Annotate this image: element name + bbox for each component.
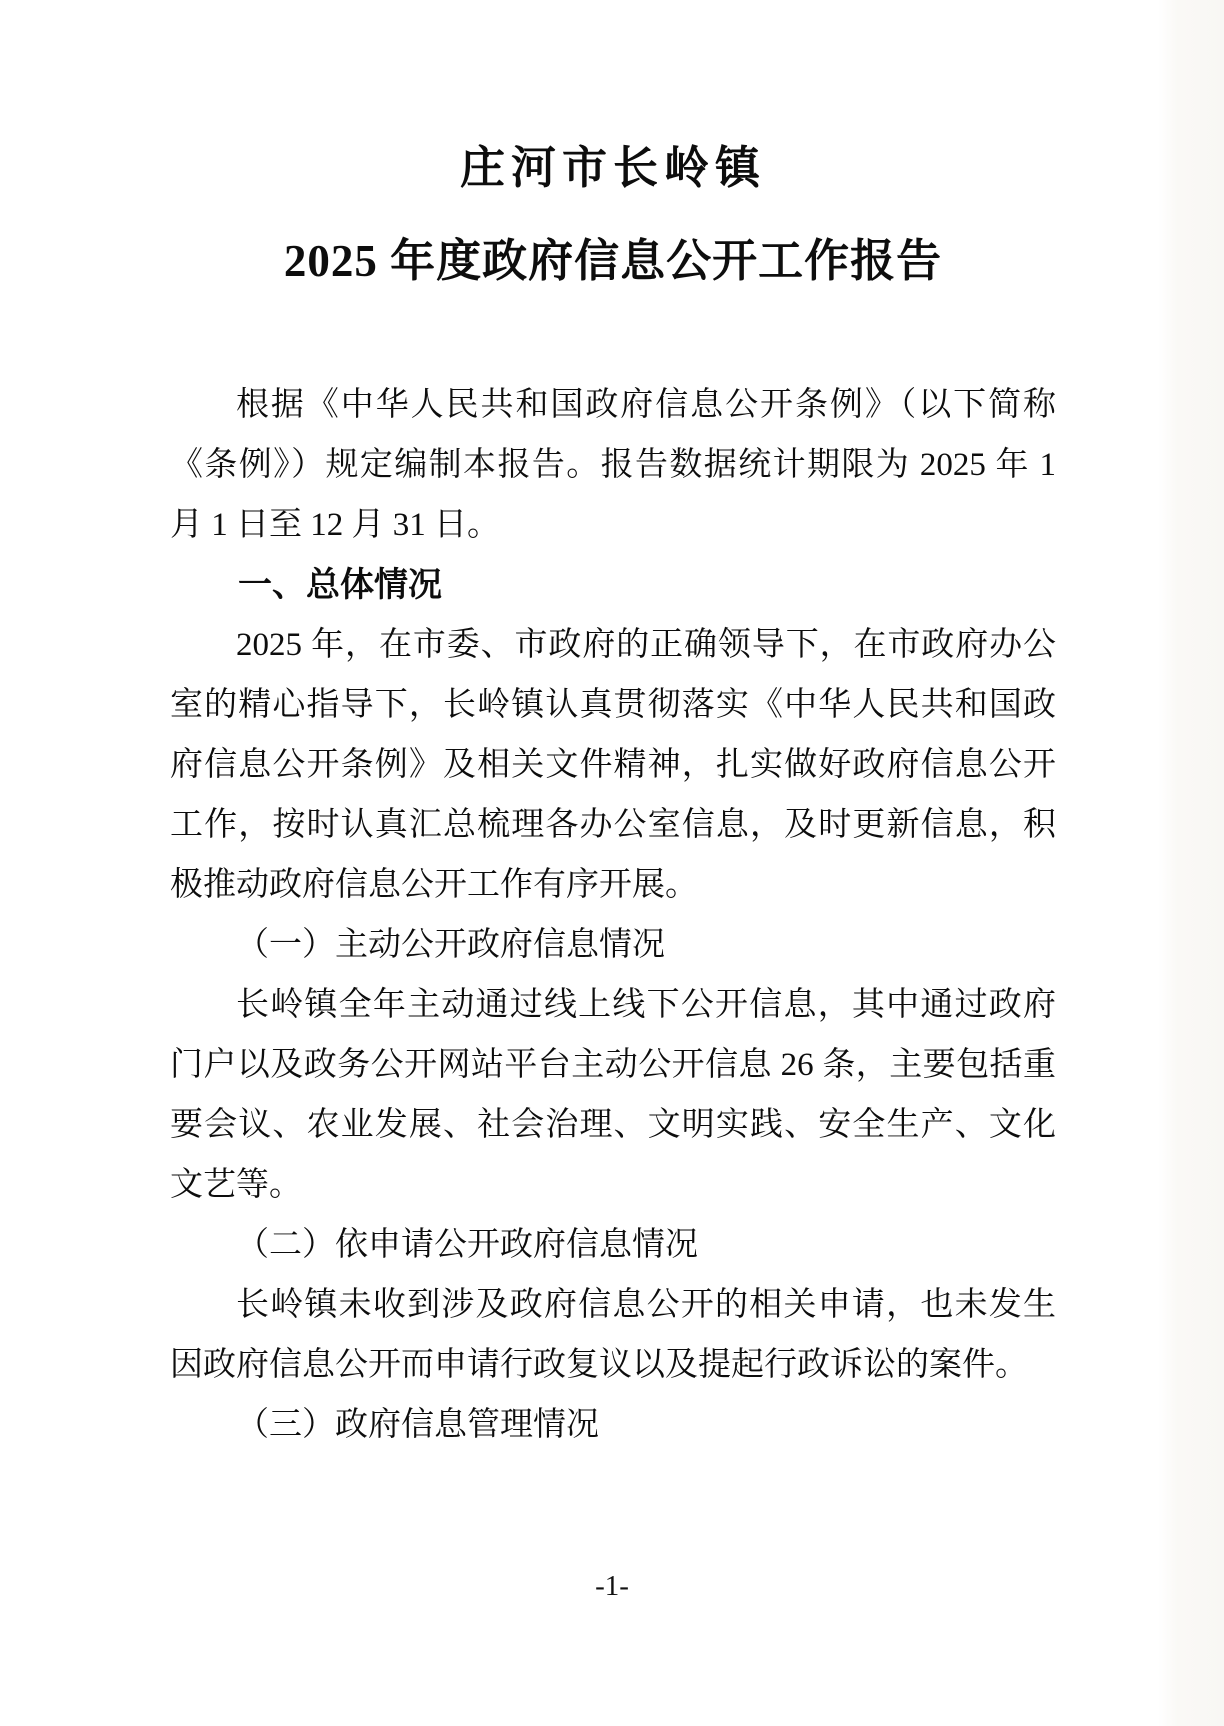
doc-title-line2: 2025 年度政府信息公开工作报告 xyxy=(283,236,943,286)
subsection-heading-information-management: （三）政府信息管理情况 xyxy=(236,1407,599,1443)
page-number: -1- xyxy=(595,1570,629,1602)
subsection-heading-disclosure-upon-request: （二）依申请公开政府信息情况 xyxy=(236,1227,698,1263)
document-body xyxy=(170,375,1056,1455)
doc-title-line1: 庄河市长岭镇 xyxy=(459,143,766,193)
section-heading-overall: 一、总体情况 xyxy=(238,566,442,604)
document-title xyxy=(170,138,1056,291)
paragraph-proactive-disclosure: 长岭镇全年主动通过线上线下公开信息，其中通过政府门户以及政务公开网站平台主动公开信息 26 条，主要包括重要会议、农业发展、社会治理、文明实践、安全生产、文化文艺等。 xyxy=(170,987,1057,1203)
paragraph-disclosure-upon-request: 长岭镇未收到涉及政府信息公开的相关申请，也未发生因政府信息公开而申请行政复议以及提起行政诉讼的案件。 xyxy=(170,1287,1056,1383)
paragraph-overall: 2025 年，在市委、市政府的正确领导下，在市政府办公室的精心指导下，长岭镇认真贯彻落实《中华人民共和国政府信息公开条例》及相关文件精神，扎实做好政府信息公开工作，按时认真汇总梳理各办公室信息，及时更新信息，积极推动政府信息公开工作有序开展。 xyxy=(170,627,1056,903)
document-page xyxy=(170,0,1056,1455)
paragraph-intro: 根据《中华人民共和国政府信息公开条例》（以下简称《条例》）规定编制本报告。报告数据统计期限为 2025 年 1 月 1 日至 12 月 31 日。 xyxy=(170,387,1056,543)
subsection-heading-proactive-disclosure: （一）主动公开政府信息情况 xyxy=(236,927,665,963)
page-edge-shading xyxy=(1158,0,1224,1726)
